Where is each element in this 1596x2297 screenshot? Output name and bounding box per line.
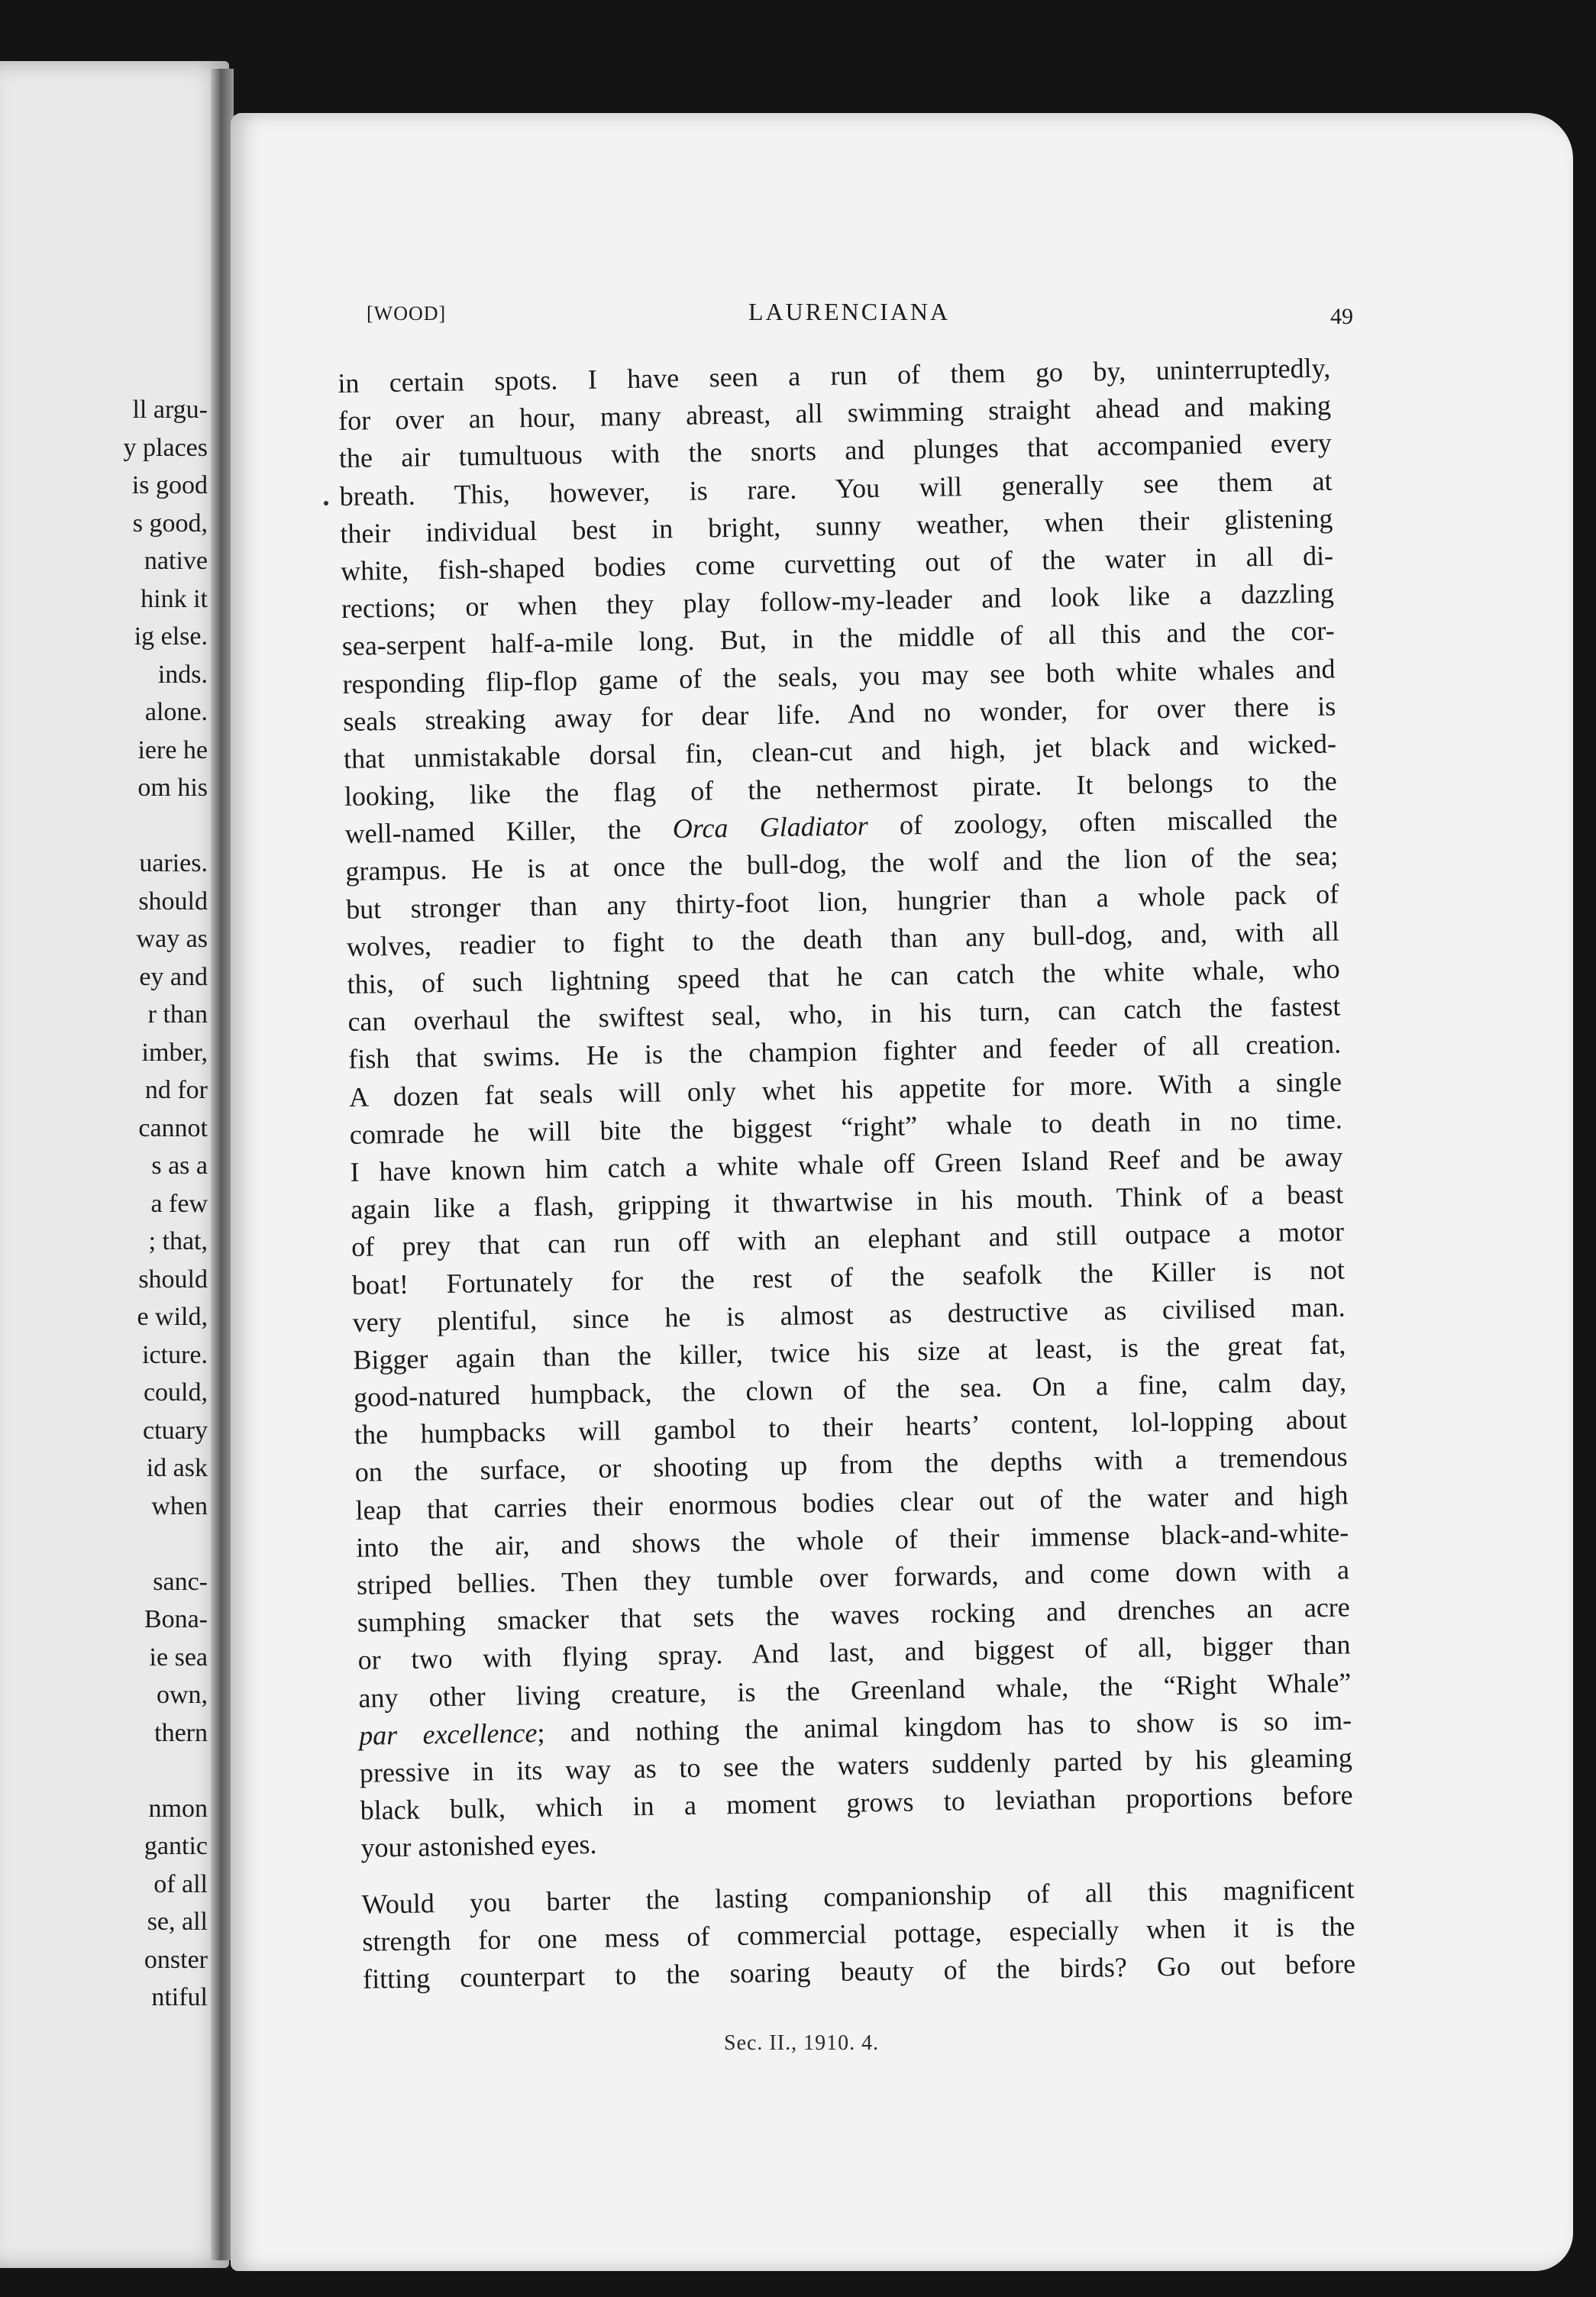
left-page-line: ie sea <box>149 1643 208 1672</box>
text-line: comrade he will bite the biggest “right” whale to death in no time. <box>349 1103 1342 1150</box>
text-line: but stronger than any thirty-foot lion, hungrier than a whole pack of <box>345 878 1339 925</box>
left-page-line: onster <box>144 1945 208 1974</box>
text-line: seals streaking away for dear life. And no wonder, for over there is <box>343 690 1336 737</box>
header-title: LAURENCIANA <box>748 298 951 325</box>
left-page-line: should <box>138 1265 208 1294</box>
left-page-line: se, all <box>147 1908 208 1936</box>
text-line: on the surface, or shooting up from the depths with a tremendous <box>354 1441 1348 1488</box>
text-line: Bigger again than the killer, twice his size at least, is the great fat, <box>353 1329 1346 1375</box>
text-line: can overhaul the swiftest seal, who, in his turn, can catch the fastest <box>347 990 1341 1038</box>
left-page-line: thern <box>154 1718 208 1747</box>
left-page-line: nd for <box>144 1076 208 1104</box>
header-author: [WOOD] <box>367 302 447 325</box>
left-page-line: id ask <box>146 1454 208 1482</box>
text-line: fish that swims. He is the champion fighter and feeder of all creation. <box>347 1028 1342 1075</box>
left-page-line: uaries. <box>139 849 208 877</box>
text-line: black bulk, which in a moment grows to leviathan proportions before <box>360 1779 1353 1826</box>
left-page-line: inds. <box>157 660 208 689</box>
left-page-line: s good, <box>132 509 208 538</box>
text-line: your astonished eyes. <box>360 1829 597 1864</box>
text-line: pressive in its way as to see the waters suddenly parted by his gleaming <box>359 1742 1353 1788</box>
left-page-line: om his <box>137 774 208 802</box>
left-page-line: should <box>138 887 208 916</box>
left-page-line: alone. <box>144 698 208 726</box>
text-line: Would you barter the lasting companionship of all this magnificent <box>361 1872 1355 1920</box>
text-line: good-natured humpback, the clown of the sea. On a fine, calm day, <box>353 1366 1347 1413</box>
left-page-line: ey and <box>139 962 208 991</box>
text-line: looking, like the flag of the nethermost pirate. It belongs to the <box>344 765 1338 812</box>
running-header <box>367 298 1353 336</box>
text-line: or two with flying spray. And last, and biggest of all, bigger than <box>357 1629 1351 1676</box>
text-line: boat! Fortunately for the rest of the seafolk the Killer is not <box>351 1253 1346 1300</box>
left-page-line <box>124 807 208 845</box>
left-page-text <box>124 391 208 2017</box>
left-page-line: is good <box>131 471 208 499</box>
italic-term: par excellence <box>358 1717 538 1751</box>
text-line: their individual best in bright, sunny weather, when their glistening <box>340 502 1333 549</box>
text-run: of zoology, often miscalled the <box>867 803 1338 842</box>
text-line: very plentiful, since he is almost as destructive as civilised man. <box>352 1291 1346 1338</box>
page-number: 49 <box>1330 304 1353 329</box>
text-line: wolves, readier to fight to the death than any bull-dog, and, with all <box>346 916 1340 962</box>
text-line: sumphing smacker that sets the waves rocking and drenches an acre <box>357 1591 1351 1638</box>
text-line: for over an hour, many abreast, all swimming straight ahead and making <box>338 389 1332 437</box>
left-page-line: cannot <box>138 1113 208 1142</box>
text-line: white, fish-shaped bodies come curvetting out of the water in all di- <box>340 540 1334 586</box>
text-line: this, of such lightning speed that he can catch the white whale, who <box>347 953 1340 1000</box>
left-page-line: sanc- <box>153 1567 208 1596</box>
left-page-line: of all <box>153 1869 208 1898</box>
left-page-line: ig else. <box>134 622 208 651</box>
text-line: sea-serpent half-a-mile long. But, in the middle of all this and the cor- <box>341 615 1335 662</box>
left-page-line: could, <box>143 1378 208 1407</box>
ink-speck <box>324 501 328 506</box>
left-page-line: Bona- <box>144 1605 208 1633</box>
text-line: A dozen fat seals will only whet his appetite for more. With a single <box>348 1066 1342 1113</box>
text-line: the humpbacks will gambol to their hearts’ content, lol-lopping about <box>354 1404 1348 1451</box>
text-line: breath. This, however, is rare. You will generally see them at <box>339 465 1333 512</box>
signature-footer: Sec. II., 1910. 4. <box>724 2031 880 2055</box>
italic-term: Orca Gladiator <box>672 810 869 845</box>
left-page-line: nmon <box>148 1794 208 1823</box>
text-line: fitting counterpart to the soaring beauty of the birds? Go out before <box>362 1948 1356 1995</box>
left-page-line: y places <box>123 433 208 462</box>
text-line: striped bellies. Then they tumble over forwards, and come down with a <box>356 1554 1350 1601</box>
left-page-line: imber, <box>141 1038 208 1067</box>
left-page-line: e wild, <box>137 1303 208 1331</box>
text-line: strength for one mess of commercial pottage, especially when it is the <box>362 1911 1355 1957</box>
left-page-line: own, <box>156 1681 208 1709</box>
left-page-line: ; that, <box>148 1227 208 1255</box>
left-page-line <box>124 1525 208 1563</box>
text-line: that unmistakable dorsal fin, clean-cut and high, jet black and wicked- <box>343 728 1337 774</box>
text-line: any other living creature, is the Greenland whale, the “Right Whale” <box>358 1666 1352 1714</box>
left-page-line: gantic <box>144 1832 208 1860</box>
text-line: grampus. He is at once the bull-dog, the wolf and the lion of the sea; <box>345 840 1339 887</box>
text-line: I have known him catch a white whale off Green Island Reef and be away <box>350 1141 1343 1187</box>
body-text <box>338 350 1355 1998</box>
left-page-line: hink it <box>141 584 208 613</box>
left-page-line: ntiful <box>151 1983 208 2011</box>
text-line: of prey that can run off with an elephant and still outpace a motor <box>351 1216 1345 1263</box>
left-page-line: s as a <box>151 1152 208 1180</box>
text-line: in certain spots. I have seen a run of them go by, uninterruptedly, <box>338 352 1331 399</box>
text-run: well-named Killer, the <box>344 813 674 850</box>
text-line: again like a flash, gripping it thwartwise in his mouth. Think of a beast <box>351 1178 1344 1225</box>
left-page-line: a few <box>150 1189 208 1218</box>
text-line: into the air, and shows the whole of their immense black-and-white- <box>356 1517 1349 1563</box>
text-line: the air tumultuous with the snorts and plunges that accompanied every <box>338 427 1333 474</box>
text-run: ; and nothing the animal kingdom has to show is so im- <box>537 1704 1352 1748</box>
left-page-line: iere he <box>137 735 208 764</box>
left-page <box>0 61 229 2268</box>
left-page-line: way as <box>136 925 208 953</box>
left-page-line <box>124 1752 208 1790</box>
text-line: rections; or when they play follow-my-leader and look like a dazzling <box>341 577 1335 625</box>
left-page-line: ctuary <box>143 1416 208 1445</box>
left-page-line: when <box>151 1491 208 1520</box>
left-page-line: icture. <box>142 1340 208 1369</box>
left-page-line: r than <box>147 1000 208 1029</box>
text-line: responding flip-flop game of the seals, you may see both white whales and <box>342 653 1336 699</box>
left-page-line: ll argu- <box>132 396 208 424</box>
left-page-line: native <box>144 547 208 575</box>
text-line: leap that carries their enormous bodies clear out of the water and high <box>355 1479 1349 1526</box>
